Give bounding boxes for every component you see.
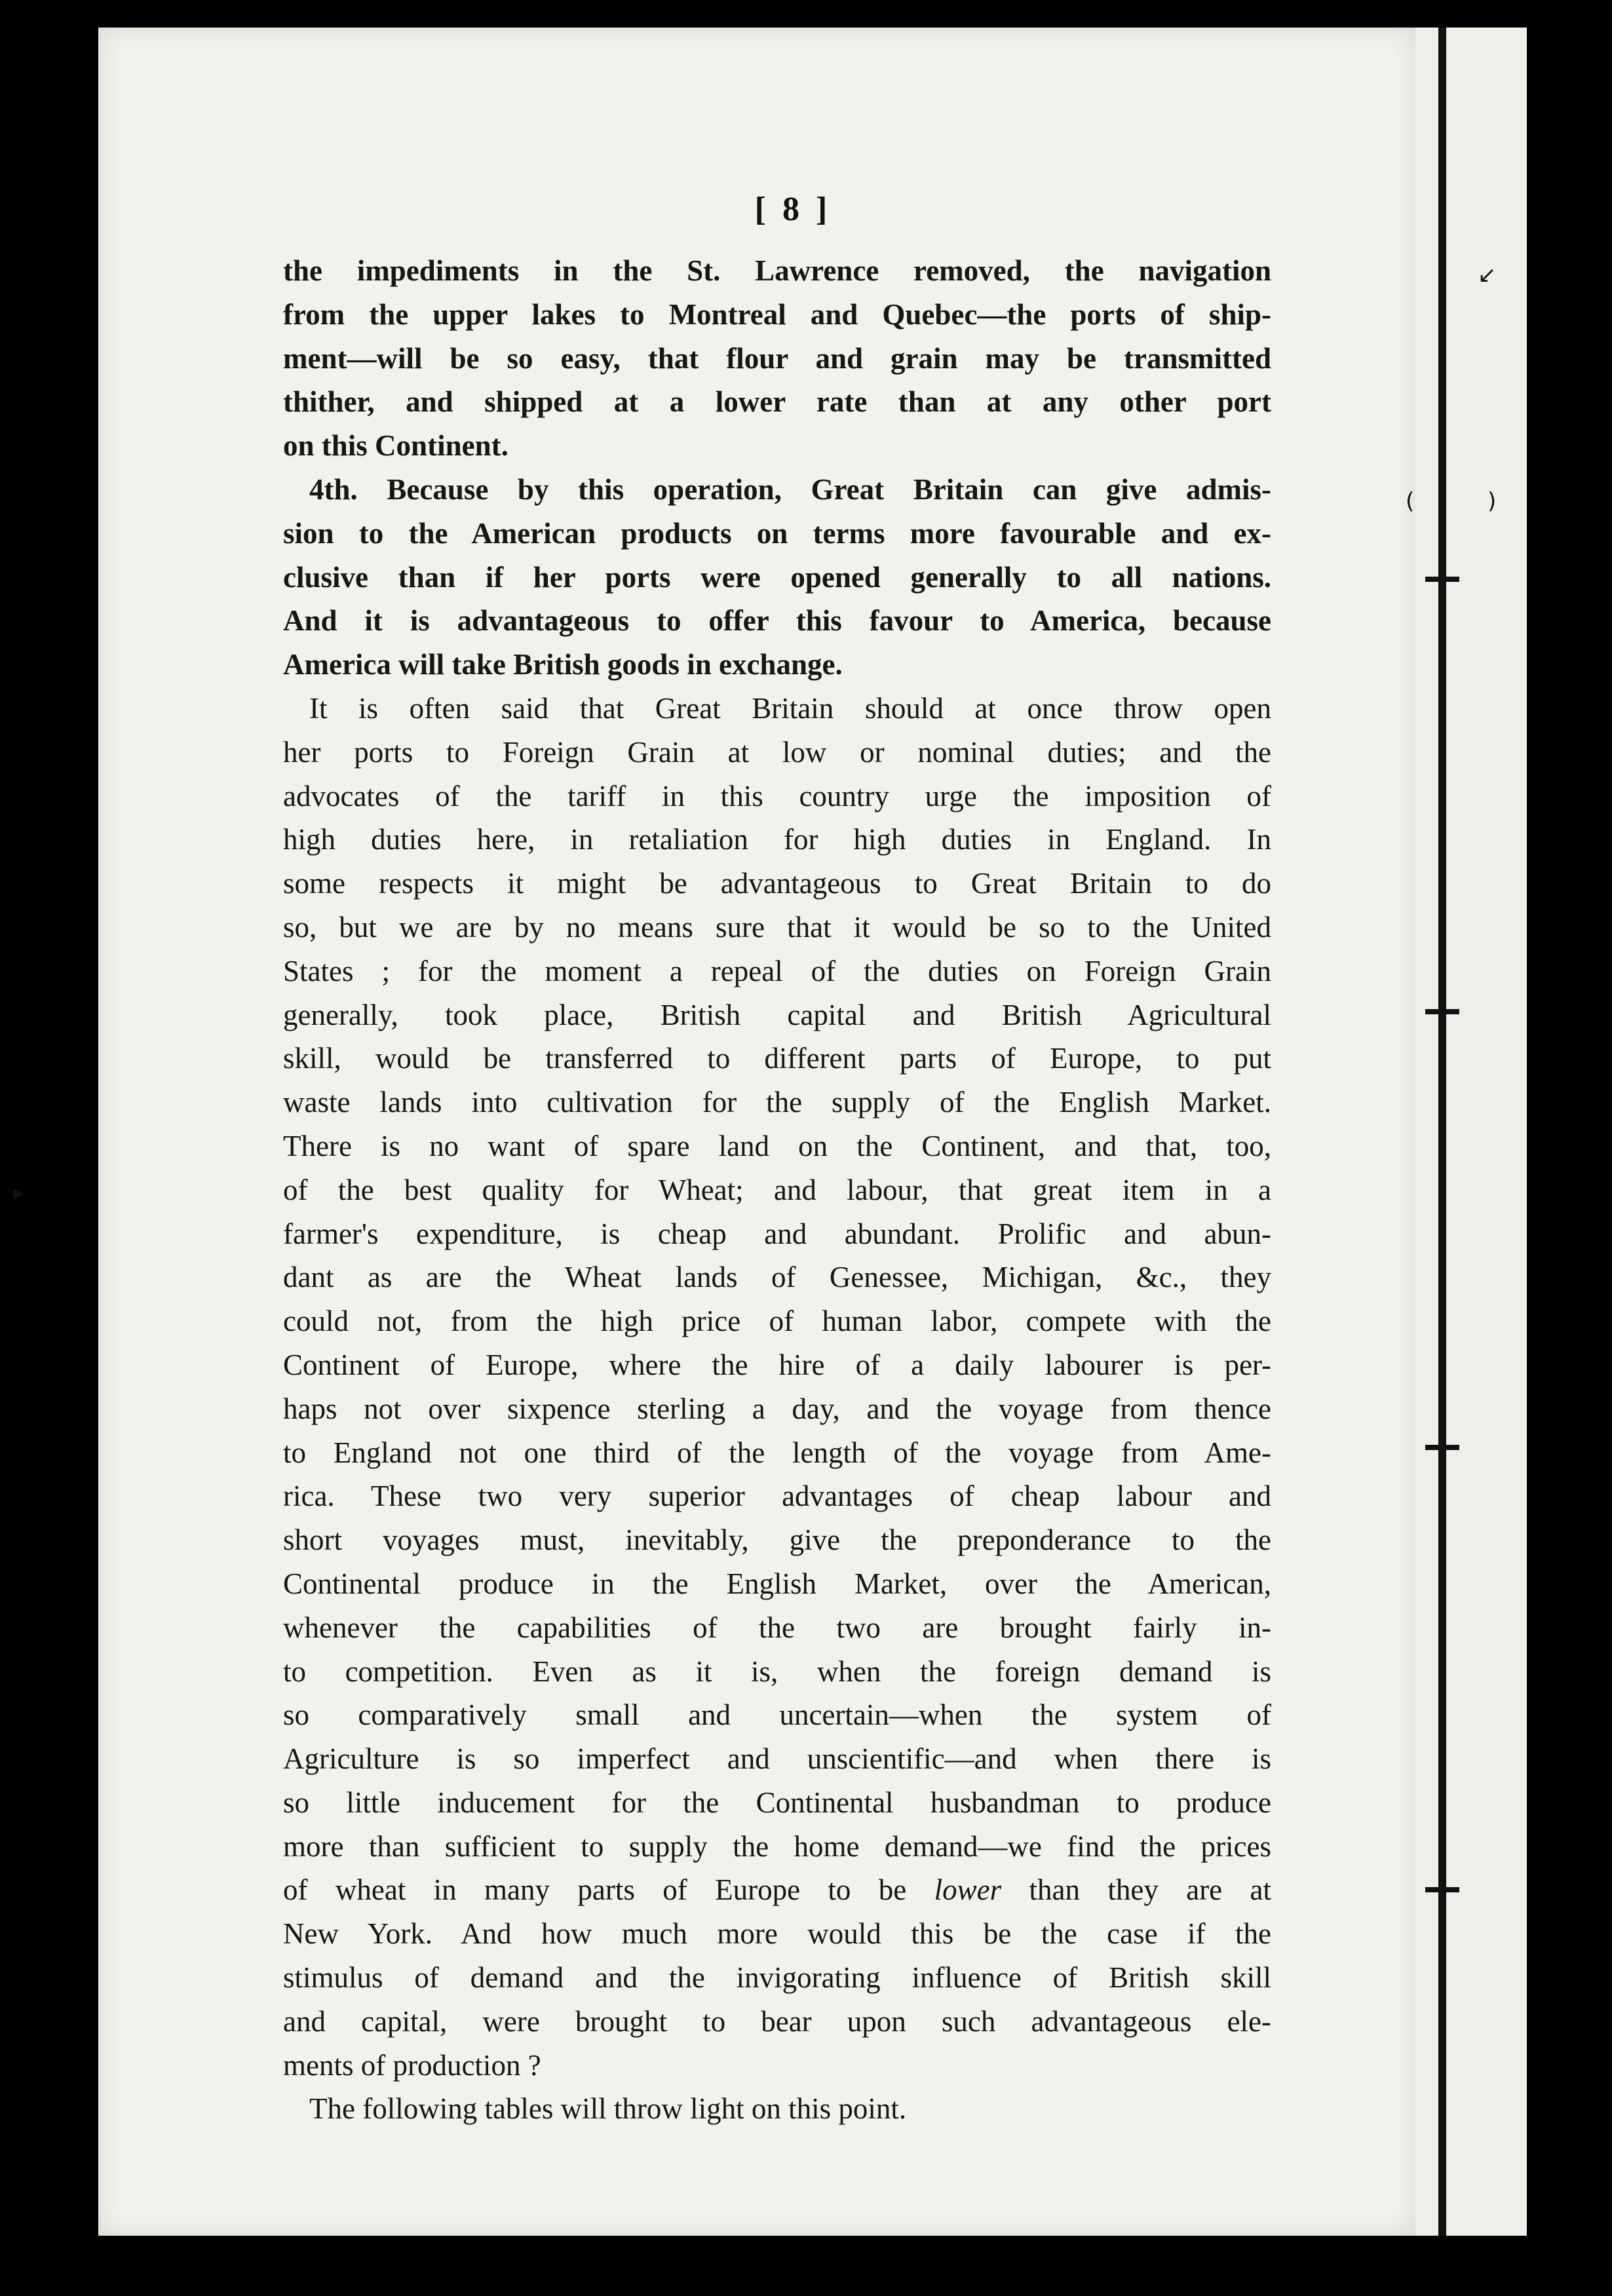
binding-edge (1438, 28, 1446, 2236)
body-text (283, 249, 1271, 2131)
text-line: more than sufficient to supply the home demand—we find the prices (283, 1829, 1271, 1863)
text-line: ments of production ? (283, 2048, 541, 2082)
text-line: It is often said that Great Britain should at once throw open (309, 691, 1271, 725)
text-line: to England not one third of the length of the voyage from Ame- (283, 1436, 1271, 1469)
text-line: 4th. Because by this operation, Great Britain can give admis- (309, 472, 1271, 506)
page-number: [ 8 ] (754, 191, 832, 228)
text-line: rica. These two very superior advantages of cheap labour and (283, 1480, 1271, 1513)
margin-mark: ( (1406, 488, 1415, 514)
text-line (283, 1868, 1271, 1912)
text-line: some respects it might be advantageous to Great Britain to do (283, 867, 1271, 900)
margin-mark: ▸ (13, 1179, 25, 1206)
text-line: her ports to Foreign Grain at low or nominal duties; and the (283, 735, 1271, 769)
margin-mark: ) (1487, 488, 1497, 514)
text-line: whenever the capabilities of the two are brought fairly in- (283, 1611, 1271, 1644)
margin-mark: ↙ (1478, 262, 1497, 288)
text-line: the impediments in the St. Lawrence removed, the navigation (283, 254, 1271, 287)
text-line: advocates of the tariff in this country urge the imposition of (283, 779, 1271, 813)
text-line: on this Continent. (283, 429, 509, 463)
text-line: from the upper lakes to Montreal and Quebec—the ports of ship- (283, 297, 1271, 331)
text-line: Continent of Europe, where the hire of a daily labourer is per- (283, 1348, 1271, 1381)
binding-stitch (1425, 1445, 1459, 1450)
text-line: And it is advantageous to offer this favour to America, because (283, 604, 1271, 638)
text-line: skill, would be transferred to different parts of Europe, to put (283, 1042, 1271, 1075)
text-line: States ; for the moment a repeal of the duties on Foreign Grain (283, 954, 1271, 987)
text-line: thither, and shipped at a lower rate than at any other port (283, 385, 1271, 419)
binding-stitch (1425, 1887, 1459, 1892)
emphasized-word: lower (934, 1873, 1002, 1907)
text-line: so, but we are by no means sure that it would be so to the United (283, 910, 1271, 944)
text-line: farmer's expenditure, is cheap and abundant. Prolific and abun- (283, 1217, 1271, 1250)
text-segment: than they are at (1001, 1873, 1272, 1907)
text-line: so comparatively small and uncertain—when the system of (283, 1698, 1271, 1732)
text-line: haps not over sixpence sterling a day, and the voyage from thence (283, 1392, 1271, 1425)
text-line: waste lands into cultivation for the supply of the English Market. (283, 1086, 1271, 1119)
text-line: sion to the American products on terms more favourable and ex- (283, 516, 1271, 550)
text-line: stimulus of demand and the invigorating influence of British skill (283, 1961, 1271, 1995)
text-line: of the best quality for Wheat; and labour, that great item in a (283, 1173, 1271, 1206)
text-line: Continental produce in the English Market, over the American, (283, 1567, 1271, 1600)
binding-stitch (1425, 1009, 1459, 1014)
text-line: clusive than if her ports were opened generally to all nations. (283, 560, 1271, 594)
text-line: America will take British goods in exchange. (283, 648, 843, 681)
text-line: ment—will be so easy, that flour and grain may be transmitted (283, 341, 1271, 375)
text-line: to competition. Even as it is, when the foreign demand is (283, 1655, 1271, 1688)
text-line: Agriculture is so imperfect and unscientific—and when there is (283, 1742, 1271, 1776)
text-line: so little inducement for the Continental husbandman to produce (283, 1786, 1271, 1819)
text-line: The following tables will throw light on this point. (309, 2092, 907, 2126)
text-line: and capital, were brought to bear upon such advantageous ele- (283, 2004, 1271, 2038)
text-segment: of wheat in many parts of Europe to be (283, 1873, 934, 1907)
text-line: New York. And how much more would this be the case if the (283, 1917, 1271, 1951)
text-line: There is no want of spare land on the Continent, and that, too, (283, 1129, 1271, 1162)
adjacent-page-edge (1415, 28, 1527, 2236)
text-line: dant as are the Wheat lands of Genessee, Michigan, &c., they (283, 1261, 1271, 1294)
text-line: short voyages must, inevitably, give the preponderance to the (283, 1523, 1271, 1557)
binding-stitch (1425, 577, 1459, 582)
text-line: generally, took place, British capital and British Agricultural (283, 998, 1271, 1031)
text-line: could not, from the high price of human labor, compete with the (283, 1305, 1271, 1338)
text-line: high duties here, in retaliation for high duties in England. In (283, 823, 1271, 856)
